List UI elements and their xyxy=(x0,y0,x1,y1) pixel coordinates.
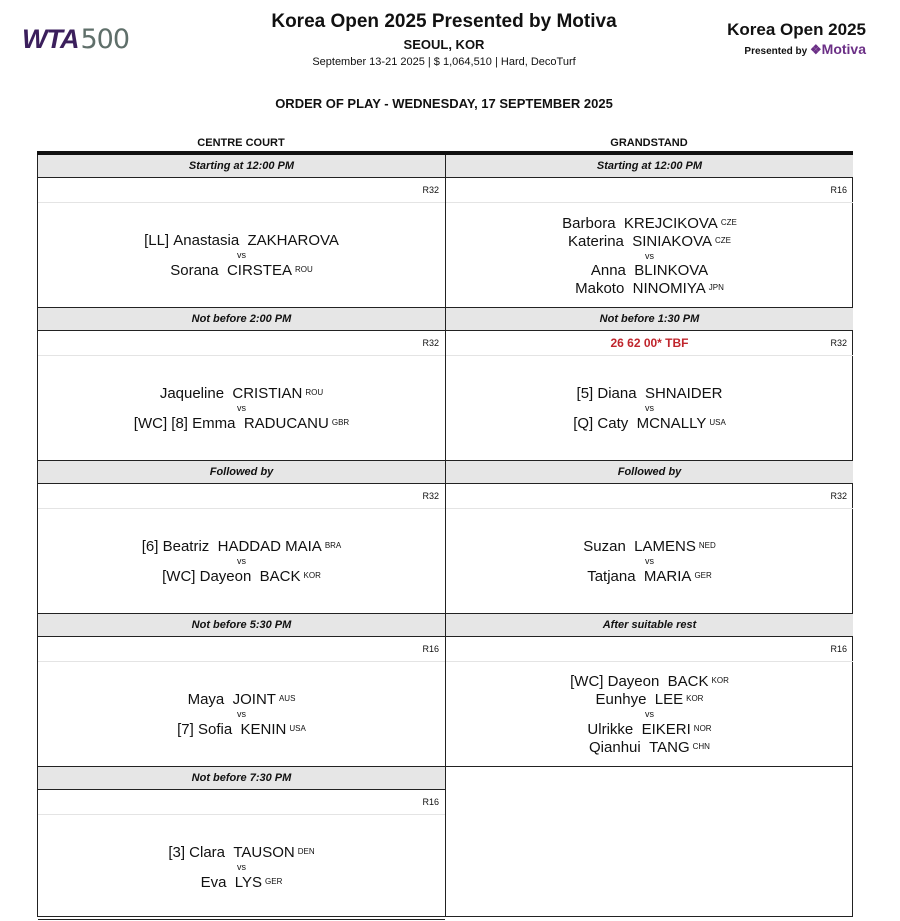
player-last-name: BACK xyxy=(667,673,709,690)
match-players xyxy=(38,356,445,460)
player-last-name: BLINKOVA xyxy=(634,261,709,279)
player-last-name: TANG xyxy=(649,739,690,756)
player-last-name: LYS xyxy=(234,874,263,891)
player-row xyxy=(573,414,726,432)
court-header-centre: CENTRE COURT xyxy=(197,137,285,149)
player-seed: [LL] xyxy=(144,231,170,249)
player-nationality: CHN xyxy=(692,742,710,751)
player-first-name: Makoto xyxy=(575,279,625,297)
versus-label: vs xyxy=(237,249,246,260)
player-row xyxy=(596,690,704,708)
match-block xyxy=(446,461,853,614)
round-label: R16 xyxy=(830,185,847,195)
block-divider xyxy=(38,919,445,920)
versus-label: vs xyxy=(645,250,654,261)
block-divider xyxy=(446,766,853,767)
player-last-name: MARIA xyxy=(643,568,692,585)
match-players xyxy=(38,815,445,919)
player-nationality: JPN xyxy=(708,282,724,292)
player-row xyxy=(587,567,712,585)
player-nationality: CZE xyxy=(714,235,731,245)
court-header-grandstand: GRANDSTAND xyxy=(610,137,688,149)
match-block xyxy=(38,461,445,614)
tournament-info: September 13-21 2025 | $ 1,064,510 | Hard, DecoTurf xyxy=(312,56,576,68)
player-last-name: LEE xyxy=(654,691,684,708)
match-players xyxy=(446,203,853,307)
player-first-name: Suzan xyxy=(583,538,626,555)
event-logo-brand: Motiva xyxy=(821,41,866,57)
player-last-name: JOINT xyxy=(232,691,276,708)
player-row xyxy=(142,537,342,555)
start-time-label: After suitable rest xyxy=(446,614,853,637)
player-seed: [WC] [8] xyxy=(133,415,188,432)
round-label: R16 xyxy=(422,797,439,807)
match-players xyxy=(446,509,853,613)
player-nationality: DEN xyxy=(297,847,315,856)
player-last-name: MCNALLY xyxy=(636,414,707,432)
player-nationality: USA xyxy=(709,417,726,427)
player-first-name: Sorana xyxy=(170,261,219,279)
player-last-name: KENIN xyxy=(240,721,287,738)
player-nationality: AUS xyxy=(278,694,296,703)
start-time-label: Not before 2:00 PM xyxy=(38,308,445,331)
korea-open-logo xyxy=(727,20,866,58)
order-of-play-title: ORDER OF PLAY - WEDNESDAY, 17 SEPTEMBER 2025 xyxy=(275,96,613,111)
match-block xyxy=(446,308,853,461)
player-row xyxy=(170,261,313,279)
match-score: 26 62 00* TBF xyxy=(610,336,689,350)
player-nationality: NOR xyxy=(693,724,712,733)
versus-label: vs xyxy=(237,709,246,719)
player-last-name: BACK xyxy=(259,568,301,585)
player-nationality: ROU xyxy=(305,388,324,397)
player-seed: [6] xyxy=(141,538,159,555)
player-nationality: USA xyxy=(289,724,306,733)
player-first-name: Clara xyxy=(189,844,226,861)
player-first-name: Eunhye xyxy=(595,691,647,708)
player-nationality: KOR xyxy=(686,694,704,703)
start-time-label: Not before 7:30 PM xyxy=(38,767,445,790)
versus-label: vs xyxy=(237,556,246,566)
player-row xyxy=(577,385,723,402)
wta-logo-tier: 500 xyxy=(80,23,130,55)
tournament-title: Korea Open 2025 Presented by Motiva xyxy=(271,11,617,32)
player-row xyxy=(570,672,729,690)
motiva-leaf-icon: ❖ xyxy=(810,42,822,57)
player-nationality: GER xyxy=(694,571,712,580)
round-label: R32 xyxy=(830,491,847,501)
player-nationality: GBR xyxy=(331,418,350,427)
match-block xyxy=(446,155,853,308)
player-row xyxy=(160,384,323,402)
start-time-label: Followed by xyxy=(446,461,853,484)
player-seed: [5] xyxy=(576,384,594,402)
match-block xyxy=(446,614,853,767)
player-nationality: KOR xyxy=(711,676,729,685)
event-logo-presented: Presented by xyxy=(744,46,808,57)
player-first-name: Eva xyxy=(200,874,227,891)
round-label: R32 xyxy=(422,491,439,501)
match-block xyxy=(38,155,445,308)
player-last-name: SHNAIDER xyxy=(644,384,723,402)
versus-label: vs xyxy=(645,709,654,719)
player-first-name: Katerina xyxy=(568,232,624,250)
player-last-name: CIRSTEA xyxy=(226,261,292,279)
player-row xyxy=(201,873,283,891)
round-label: R16 xyxy=(830,644,847,654)
match-players xyxy=(446,662,853,766)
player-first-name: Beatriz xyxy=(162,538,210,555)
wta-logo-text: WTA xyxy=(22,23,79,54)
player-first-name: Anastasia xyxy=(173,231,240,249)
start-time-label: Not before 5:30 PM xyxy=(38,614,445,637)
player-first-name: Qianhui xyxy=(589,739,641,756)
player-first-name: Ulrikke xyxy=(587,721,634,738)
player-seed: [3] xyxy=(168,844,185,861)
tournament-location: SEOUL, KOR xyxy=(403,37,485,52)
versus-label: vs xyxy=(645,402,654,413)
player-row xyxy=(144,232,339,249)
versus-label: vs xyxy=(237,862,246,872)
player-row xyxy=(162,567,321,585)
player-nationality: GER xyxy=(265,877,283,886)
player-last-name: SINIAKOVA xyxy=(632,232,712,250)
player-last-name: ZAKHAROVA xyxy=(247,231,339,249)
start-time-label: Starting at 12:00 PM xyxy=(446,155,853,178)
player-first-name: Maya xyxy=(187,691,225,708)
player-nationality: ROU xyxy=(294,264,313,274)
match-players xyxy=(38,509,445,613)
player-row xyxy=(134,414,349,432)
schedule-grid xyxy=(37,155,853,917)
player-last-name: LAMENS xyxy=(634,538,696,555)
start-time-label: Starting at 12:00 PM xyxy=(38,155,445,178)
player-last-name: HADDAD MAIA xyxy=(217,538,322,555)
player-seed: [WC] xyxy=(162,568,196,585)
player-first-name: Tatjana xyxy=(587,568,636,585)
player-seed: [WC] xyxy=(570,673,604,690)
round-label: R32 xyxy=(422,338,439,348)
player-first-name: Dayeon xyxy=(199,568,252,585)
match-players xyxy=(38,203,445,307)
player-row xyxy=(562,214,737,232)
player-row xyxy=(591,262,708,279)
player-row xyxy=(583,537,715,555)
start-time-label: Followed by xyxy=(38,461,445,484)
player-first-name: Dayeon xyxy=(607,673,660,690)
player-first-name: Barbora xyxy=(562,214,616,232)
player-seed: [Q] xyxy=(573,414,594,432)
player-row xyxy=(587,720,711,738)
round-label: R16 xyxy=(422,644,439,654)
player-first-name: Anna xyxy=(590,261,626,279)
player-row xyxy=(589,738,710,756)
player-first-name: Caty xyxy=(597,414,629,432)
versus-label: vs xyxy=(645,556,654,566)
player-row xyxy=(575,279,724,297)
player-last-name: KREJCIKOVA xyxy=(623,214,718,232)
round-label: R32 xyxy=(830,338,847,348)
player-row xyxy=(168,843,314,861)
player-row xyxy=(177,720,306,738)
player-seed: [7] xyxy=(177,721,194,738)
player-nationality: CZE xyxy=(720,217,737,227)
start-time-label: Not before 1:30 PM xyxy=(446,308,853,331)
versus-label: vs xyxy=(237,403,246,413)
player-nationality: BRA xyxy=(324,541,342,550)
match-players xyxy=(446,356,853,460)
match-block xyxy=(38,767,445,920)
player-last-name: CRISTIAN xyxy=(232,385,303,402)
player-last-name: RADUCANU xyxy=(243,415,329,432)
player-first-name: Emma xyxy=(192,415,236,432)
player-nationality: KOR xyxy=(303,571,321,580)
player-row xyxy=(568,232,731,250)
player-nationality: NED xyxy=(698,541,716,550)
player-row xyxy=(188,690,296,708)
event-logo-title: Korea Open 2025 xyxy=(727,20,866,39)
player-last-name: NINOMIYA xyxy=(632,279,706,297)
round-label: R32 xyxy=(422,185,439,195)
player-last-name: TAUSON xyxy=(233,844,295,861)
player-last-name: EIKERI xyxy=(641,721,691,738)
event-logo-sponsor xyxy=(727,41,866,58)
player-first-name: Jaqueline xyxy=(159,385,225,402)
match-block xyxy=(38,308,445,461)
match-block xyxy=(38,614,445,767)
player-first-name: Sofia xyxy=(198,721,233,738)
match-players xyxy=(38,662,445,766)
player-first-name: Diana xyxy=(597,384,637,402)
